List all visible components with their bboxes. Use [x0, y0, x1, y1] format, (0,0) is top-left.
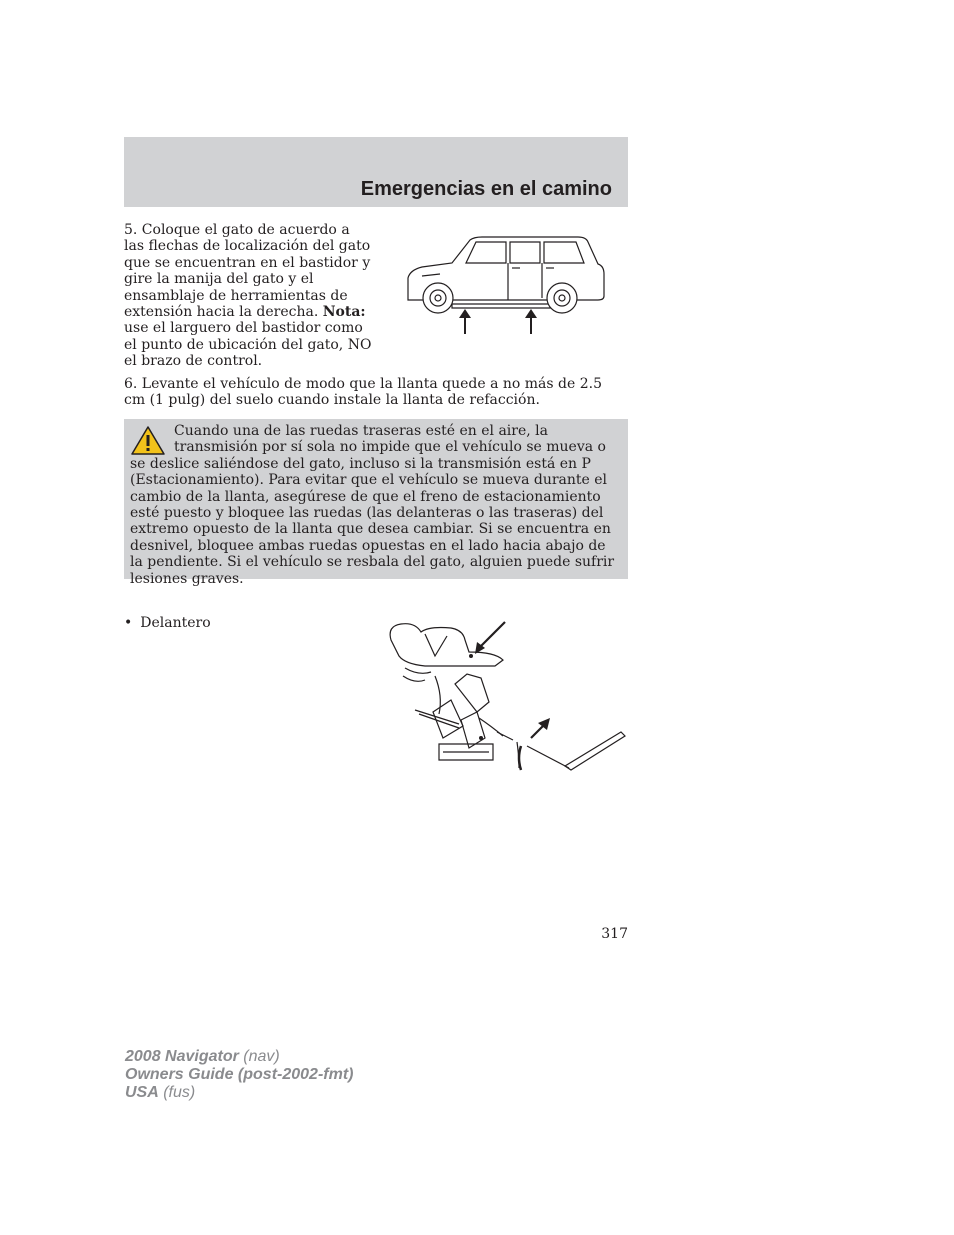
- footer-line-guide: Owners Guide (post-2002-fmt): [125, 1066, 354, 1083]
- warning-text: Cuando una de las ruedas traseras esté en el aire, la transmisión por sí sola no impide que el vehículo se mueva o se deslice saliéndose del gato, incluso si la transmisión está en P (Estacionamiento). Para evitar que el vehículo se mueva durante el cambio de la llanta, asegúrese de que el freno de estacionamiento esté puesto y bloquee las ruedas (las delanteras o las traseras) del extremo opuesto de la llanta que desea cambiar. Si se encuentra en desnivel, bloquee ambas ruedas opuestas en el lado hacia abajo de la pendiente. Si el vehículo se resbala del gato, alguien puede sufrir lesiones graves.: [130, 423, 615, 587]
- step-6-paragraph: 6. Levante el vehículo de modo que la llanta quede a no más de 2.5 cm (1 pulg) del suelo cuando instale la llanta de refacción.: [124, 376, 602, 409]
- document-footer: [125, 1048, 353, 1102]
- step-5-paragraph: [124, 222, 374, 370]
- warning-box: [124, 419, 628, 587]
- section-header-band: [124, 137, 628, 207]
- front-jack-placement-illustration: [385, 616, 630, 776]
- warning-paragraph: [130, 423, 622, 587]
- page-number: 317: [601, 926, 628, 942]
- section-title: Emergencias en el camino: [360, 178, 612, 200]
- bullet-symbol: •: [124, 615, 133, 631]
- footer-line-model: 2008 Navigator (nav): [125, 1048, 280, 1065]
- bullet-label: Delantero: [140, 615, 211, 631]
- warning-icon-spacer: [130, 423, 174, 453]
- note-label: Nota:: [322, 304, 366, 321]
- step-5-note-text: use el larguero del bastidor como el punto de ubicación del gato, NO el brazo de control.: [124, 320, 372, 370]
- bullet-item-delantero: [124, 615, 211, 631]
- footer-line-region: USA (fus): [125, 1084, 196, 1101]
- step-5-text: 5. Coloque el gato de acuerdo a las flechas de localización del gato que se encuentran en el bastidor y gire la manija del gato y el ensamblaje de herramientas de extensión hacia la derecha.: [124, 222, 371, 321]
- suv-jack-points-illustration: [400, 230, 610, 340]
